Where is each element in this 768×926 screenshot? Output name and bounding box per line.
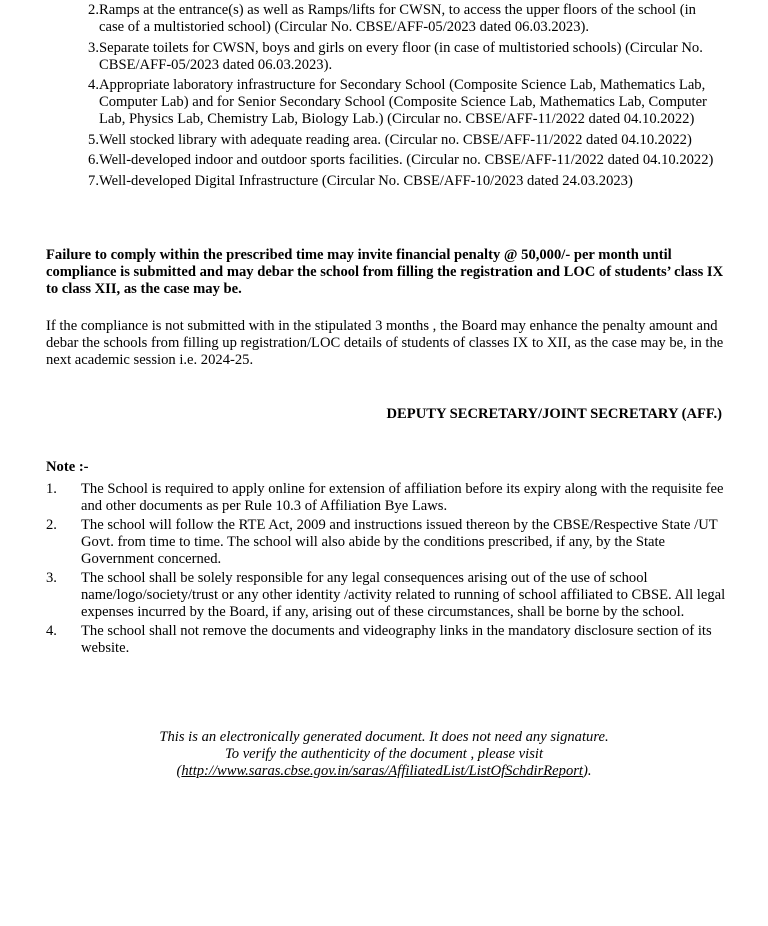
notes-list xyxy=(46,481,726,659)
requirement-number: 2. xyxy=(88,2,99,18)
penalty-warning: Failure to comply within the prescribed time may invite financial penalty @ 50,000/- per month until compliance is submitted and may debar the school from filling the registration and LOC of students’ class IX to class XII, as the case may be. xyxy=(46,247,724,297)
note-heading: Note :- xyxy=(46,459,89,475)
note-text: The school shall not remove the documents and videography links in the mandatory disclosure section of its website. xyxy=(81,623,712,656)
requirement-text: Well-developed indoor and outdoor sports facilities. (Circular no. CBSE/AFF-11/2022 dated 04.10.2022) xyxy=(99,152,714,169)
requirement-item xyxy=(83,40,723,74)
requirement-item xyxy=(83,173,723,190)
note-text: The school will follow the RTE Act, 2009 and instructions issued thereon by the CBSE/Respective State /UT Govt. from time to time. The school will also abide by the conditions prescribed, if any, by the State Government concerned. xyxy=(81,517,718,567)
verification-footer xyxy=(0,729,768,780)
note-number: 2. xyxy=(46,517,57,533)
requirement-text: Appropriate laboratory infrastructure for Secondary School (Composite Science Lab, Mathematics Lab, Computer Lab) and for Senior Secondary School (Composite Science Lab, Mathematics Lab, Computer Lab, Physics Lab, Chemistry Lab, Biology Lab.) (Circular no. CBSE/AFF-11/2022 dated 04.10.2022) xyxy=(99,77,707,128)
requirement-number: 4. xyxy=(88,77,99,94)
requirement-text: Well stocked library with adequate reading area. (Circular no. CBSE/AFF-11/2022 dated 04.10.2022) xyxy=(99,131,692,148)
requirement-text: Well-developed Digital Infrastructure (Circular No. CBSE/AFF-10/2023 dated 24.03.2023) xyxy=(99,172,633,189)
requirement-item xyxy=(83,132,723,149)
note-number: 4. xyxy=(46,623,57,639)
requirement-item xyxy=(83,2,723,36)
penalty-enhancement-paragraph: If the compliance is not submitted with in the stipulated 3 months , the Board may enhance the penalty amount and debar the schools from filling up registration/LOC details of students of classes IX to XII, as the case may be, in the next academic session i.e. 2024-25. xyxy=(46,318,724,368)
requirement-item xyxy=(83,77,723,128)
verification-link[interactable]: http://www.saras.cbse.gov.in/saras/AffiliatedList/ListOfSchdirReport xyxy=(181,763,583,779)
requirement-text: Separate toilets for CWSN, boys and girls on every floor (in case of multistoried schools) (Circular No. CBSE/AFF-05/2023 dated 06.03.2023). xyxy=(99,39,703,73)
requirement-number: 3. xyxy=(88,39,99,56)
footer-verify-instruction: To verify the authenticity of the document , please visit xyxy=(224,746,544,762)
requirements-list xyxy=(83,2,723,194)
footer-paren-open: ( xyxy=(176,763,182,779)
requirement-number: 7. xyxy=(88,172,99,189)
note-item xyxy=(46,481,726,515)
signatory-designation: DEPUTY SECRETARY/JOINT SECRETARY (AFF.) xyxy=(386,406,722,422)
note-text: The school shall be solely responsible for any legal consequences arising out of the use of school name/logo/society/trust or any other identity /activity related to running of school affiliated to CBSE. All legal expenses incurred by the Board, if any, arising out of these circumstances, shall be borne by the school. xyxy=(81,570,726,620)
note-item xyxy=(46,570,726,621)
note-number: 1. xyxy=(46,481,57,497)
footer-link-line xyxy=(0,763,768,780)
note-number: 3. xyxy=(46,570,57,586)
requirement-number: 6. xyxy=(88,152,99,169)
requirement-number: 5. xyxy=(88,131,99,148)
note-item xyxy=(46,623,726,657)
requirement-text: Ramps at the entrance(s) as well as Ramps/lifts for CWSN, to access the upper floors of the school (in case of a multistoried school) (Circular No. CBSE/AFF-05/2023 dated 06.03.2023). xyxy=(99,2,696,35)
footer-paren-close: ). xyxy=(582,763,592,779)
note-item xyxy=(46,517,726,568)
requirement-item xyxy=(83,152,723,169)
footer-generated-notice: This is an electronically generated document. It does not need any signature. xyxy=(159,729,609,745)
note-text: The School is required to apply online for extension of affiliation before its expiry along with the requisite fee and other documents as per Rule 10.3 of Affiliation Bye Laws. xyxy=(81,481,724,514)
